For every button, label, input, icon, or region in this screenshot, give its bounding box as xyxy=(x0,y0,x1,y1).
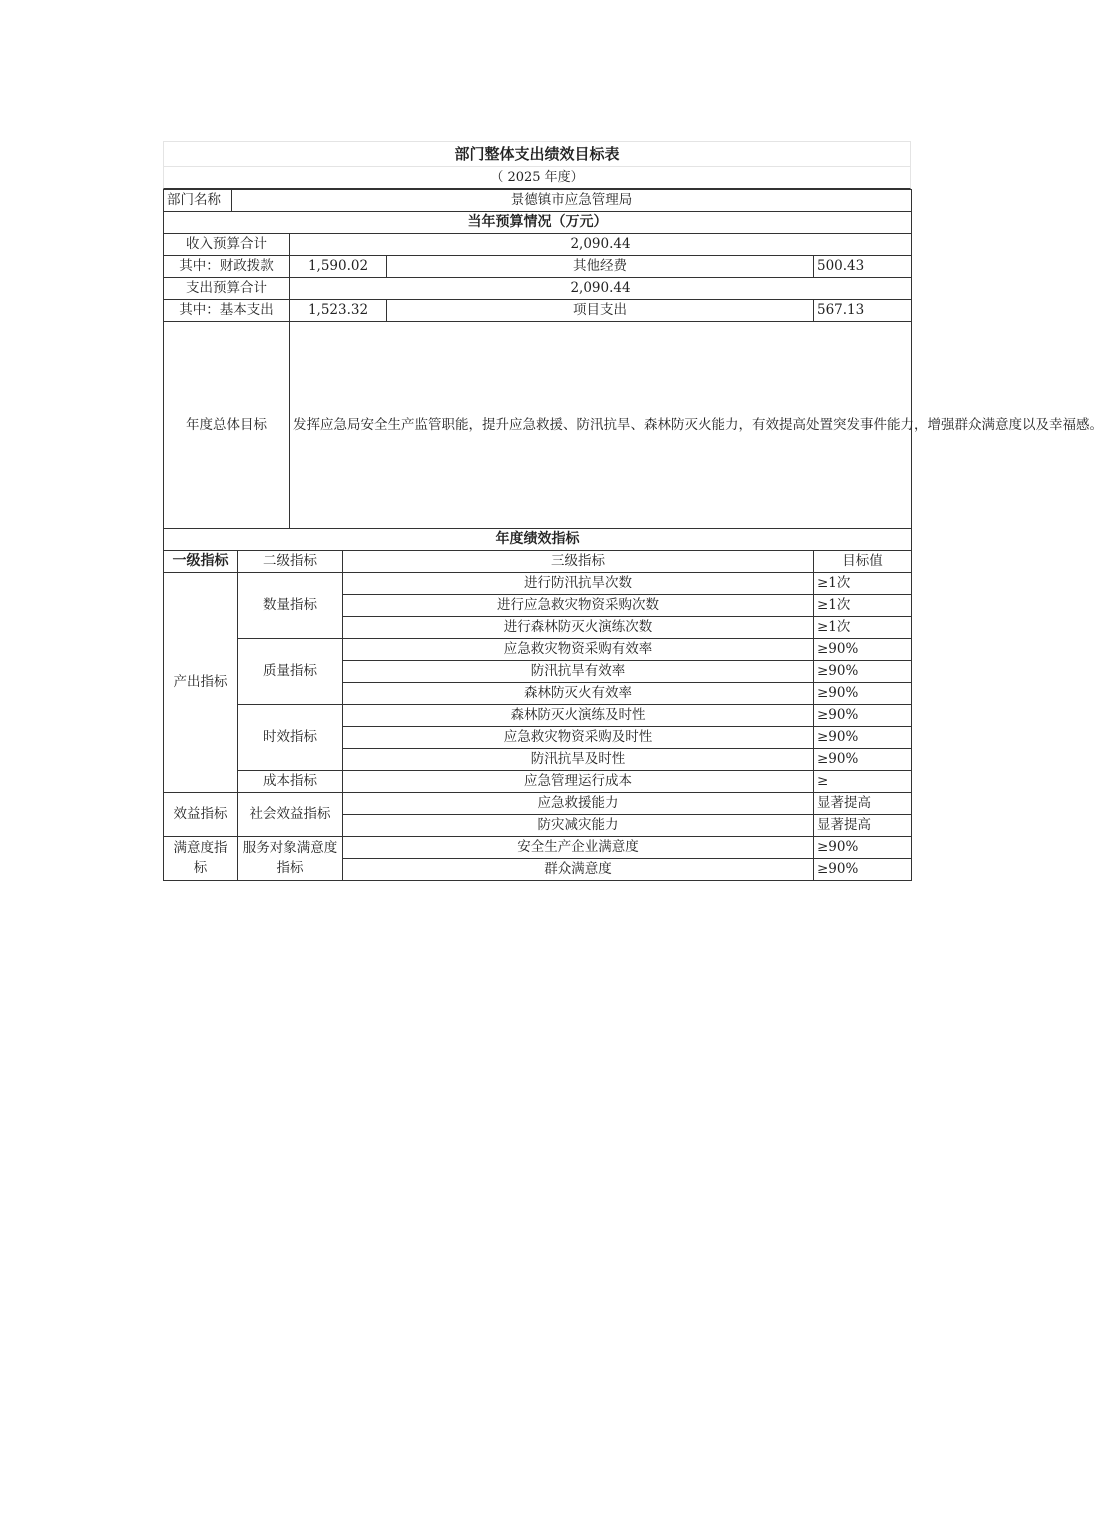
indicator-name: 进行防汛抗旱次数 xyxy=(343,572,814,594)
table-row xyxy=(164,770,912,792)
indicator-name: 森林防灭火演练及时性 xyxy=(343,704,814,726)
indicator-name: 防汛抗旱有效率 xyxy=(343,660,814,682)
goal-text: 发挥应急局安全生产监管职能，提升应急救援、防汛抗旱、森林防灭火能力，有效提高处置突发事件能力，增强群众满意度以及幸福感。 xyxy=(290,322,912,529)
indicator-value: ≥1次 xyxy=(814,594,912,616)
indicator-value: ≥90% xyxy=(814,858,912,880)
indicator-value: ≥ xyxy=(814,770,912,792)
indicators-table xyxy=(163,550,912,881)
expense-total-row xyxy=(164,278,912,300)
project-label: 项目支出 xyxy=(387,300,814,322)
indicator-name: 防汛抗旱及时性 xyxy=(343,748,814,770)
indicator-name: 应急救灾物资采购有效率 xyxy=(343,638,814,660)
finance-row xyxy=(164,256,912,278)
indicator-name: 进行应急救灾物资采购次数 xyxy=(343,594,814,616)
social-label: 社会效益指标 xyxy=(238,792,343,836)
indicator-value: ≥1次 xyxy=(814,572,912,594)
dept-value: 景德镇市应急管理局 xyxy=(232,190,912,212)
indicator-name: 进行森林防灭火演练次数 xyxy=(343,616,814,638)
indicator-name: 应急管理运行成本 xyxy=(343,770,814,792)
indicators-heading-row xyxy=(164,529,912,551)
income-total-value: 2,090.44 xyxy=(290,234,912,256)
indicator-name: 安全生产企业满意度 xyxy=(343,836,814,858)
indicators-header-row xyxy=(164,550,912,572)
budget-heading: 当年预算情况（万元） xyxy=(164,212,912,234)
performance-target-sheet xyxy=(163,141,1103,881)
expense-total-label: 支出预算合计 xyxy=(164,278,290,300)
project-value: 567.13 xyxy=(814,300,912,322)
indicator-value: ≥1次 xyxy=(814,616,912,638)
finance-label: 其中：财政拨款 xyxy=(164,256,290,278)
indicator-value: ≥90% xyxy=(814,704,912,726)
indicators-heading: 年度绩效指标 xyxy=(164,529,912,551)
indicator-value: ≥90% xyxy=(814,660,912,682)
col-level2: 二级指标 xyxy=(238,550,343,572)
cost-label: 成本指标 xyxy=(238,770,343,792)
quality-label: 质量指标 xyxy=(238,638,343,704)
satisfaction-label: 满意度指标 xyxy=(164,836,238,880)
goal-row xyxy=(164,322,912,529)
benefit-label: 效益指标 xyxy=(164,792,238,836)
table-row xyxy=(164,704,912,726)
output-label: 产出指标 xyxy=(164,572,238,792)
table-row xyxy=(164,792,912,814)
dept-label: 部门名称 xyxy=(164,190,232,212)
service-label: 服务对象满意度指标 xyxy=(238,836,343,880)
indicator-name: 群众满意度 xyxy=(343,858,814,880)
indicator-value: 显著提高 xyxy=(814,814,912,836)
quantity-label: 数量指标 xyxy=(238,572,343,638)
basic-value: 1,523.32 xyxy=(290,300,387,322)
basic-label: 其中：基本支出 xyxy=(164,300,290,322)
table-row xyxy=(164,836,912,858)
income-total-row xyxy=(164,234,912,256)
other-value: 500.43 xyxy=(814,256,912,278)
indicator-value: ≥90% xyxy=(814,726,912,748)
indicator-name: 应急救援能力 xyxy=(343,792,814,814)
income-total-label: 收入预算合计 xyxy=(164,234,290,256)
col-level1: 一级指标 xyxy=(164,550,238,572)
indicator-value: 显著提高 xyxy=(814,792,912,814)
timeliness-label: 时效指标 xyxy=(238,704,343,770)
expense-total-value: 2,090.44 xyxy=(290,278,912,300)
dept-row xyxy=(164,190,912,212)
finance-value: 1,590.02 xyxy=(290,256,387,278)
indicator-name: 森林防灭火有效率 xyxy=(343,682,814,704)
indicator-value: ≥90% xyxy=(814,638,912,660)
table-row xyxy=(164,572,912,594)
basic-row xyxy=(164,300,912,322)
col-level3: 三级指标 xyxy=(343,550,814,572)
goal-label: 年度总体目标 xyxy=(164,322,290,529)
indicator-value: ≥90% xyxy=(814,836,912,858)
indicator-name: 防灾减灾能力 xyxy=(343,814,814,836)
col-target: 目标值 xyxy=(814,550,912,572)
indicator-name: 应急救灾物资采购及时性 xyxy=(343,726,814,748)
sheet-year: （ 2025 年度） xyxy=(163,166,911,189)
table-row xyxy=(164,638,912,660)
budget-heading-row xyxy=(164,212,912,234)
budget-table xyxy=(163,189,1103,551)
indicator-value: ≥90% xyxy=(814,682,912,704)
other-label: 其他经费 xyxy=(387,256,814,278)
indicator-value: ≥90% xyxy=(814,748,912,770)
sheet-title: 部门整体支出绩效目标表 xyxy=(163,141,911,166)
